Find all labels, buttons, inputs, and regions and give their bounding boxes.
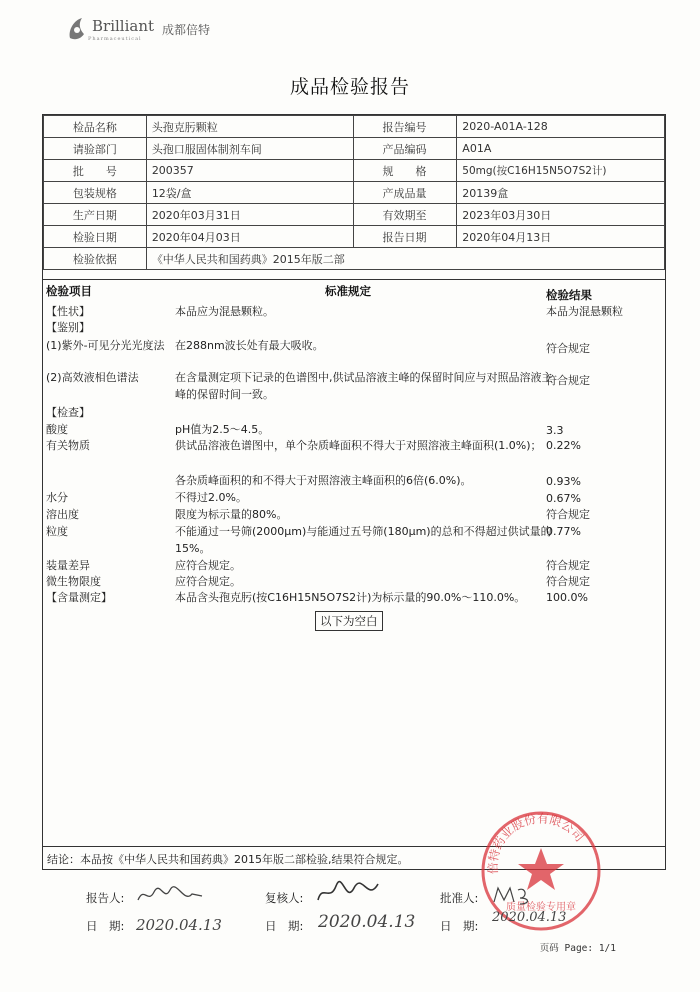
- info-value: 2020年04月13日: [457, 226, 665, 248]
- test-standard: 不得过2.0%。: [175, 491, 247, 504]
- test-standard: 本品应为混悬颗粒。: [175, 305, 274, 318]
- test-item: 粒度: [46, 525, 68, 538]
- info-row: [44, 182, 665, 204]
- reporter-date-label: 日 期:: [86, 919, 125, 933]
- info-value: 2020年03月31日: [146, 204, 354, 226]
- info-table: [43, 115, 665, 270]
- reporter-signature-icon: [136, 884, 206, 910]
- test-result: 0.77%: [546, 525, 581, 538]
- approver-date: 2020.04.13: [492, 910, 567, 925]
- column-result: 检验结果: [546, 288, 592, 302]
- approver-signature-icon: [492, 884, 542, 910]
- info-label: 批 号: [44, 160, 147, 182]
- basis-label: 检验依据: [44, 248, 147, 270]
- test-item: (1)紫外-可见分光光度法: [46, 339, 165, 352]
- test-item: 微生物限度: [46, 575, 101, 588]
- test-result: 符合规定: [546, 374, 590, 387]
- company-logo: [66, 16, 210, 42]
- svg-text:倍特药业股份有限公司: 倍特药业股份有限公司: [485, 811, 587, 875]
- info-value: 2020-A01A-128: [457, 116, 665, 138]
- info-label: 生产日期: [44, 204, 147, 226]
- test-result: 0.22%: [546, 439, 581, 452]
- info-label: 产成品量: [354, 182, 457, 204]
- reporter-date: 2020.04.13: [136, 916, 222, 934]
- test-result: 本品为混悬颗粒: [546, 305, 623, 318]
- blank-notice: 以下为空白: [315, 611, 383, 631]
- info-row: [44, 160, 665, 182]
- column-item: 检验项目: [46, 284, 92, 298]
- info-value: 头孢口服固体制剂车间: [146, 138, 354, 160]
- basis-row: [44, 248, 665, 270]
- header-divider: [43, 279, 665, 280]
- info-label: 报告日期: [354, 226, 457, 248]
- info-value: A01A: [457, 138, 665, 160]
- test-item: 水分: [46, 491, 68, 504]
- test-result: 符合规定: [546, 559, 590, 572]
- info-value: 200357: [146, 160, 354, 182]
- test-result: 0.93%: [546, 475, 581, 488]
- reviewer-label: 复核人:: [265, 891, 304, 905]
- info-row: [44, 116, 665, 138]
- info-label: 请验部门: [44, 138, 147, 160]
- test-result: 符合规定: [546, 342, 590, 355]
- info-row: [44, 226, 665, 248]
- test-standard: 各杂质峰面积的和不得大于对照溶液主峰面积的6倍(6.0%)。: [175, 474, 472, 487]
- report-title: 成品检验报告: [289, 76, 410, 98]
- logo-wordmark: Brilliant: [92, 17, 155, 35]
- test-standard: 应符合规定。: [175, 575, 241, 588]
- info-label: 检品名称: [44, 116, 147, 138]
- test-item: 【含量测定】: [46, 591, 112, 604]
- column-standard: 标准规定: [325, 284, 371, 298]
- info-value: 2020年04月03日: [146, 226, 354, 248]
- test-standard: pH值为2.5～4.5。: [175, 423, 270, 436]
- test-standard: 供试品溶液色谱图中，单个杂质峰面积不得大于对照溶液主峰面积(1.0%)；: [175, 439, 542, 452]
- test-item: (2)高效液相色谱法: [46, 371, 139, 384]
- reviewer-signature-icon: [316, 880, 386, 910]
- info-value: 12袋/盒: [146, 182, 354, 204]
- info-value: 头孢克肟颗粒: [146, 116, 354, 138]
- info-row: [44, 138, 665, 160]
- info-label: 报告编号: [354, 116, 457, 138]
- test-item: 【鉴别】: [46, 321, 90, 334]
- info-row: [44, 204, 665, 226]
- test-result: 符合规定: [546, 575, 590, 588]
- test-standard: 本品含头孢克肟(按C16H15N5O7S2计)为标示量的90.0%～110.0%。: [175, 591, 526, 604]
- test-result: 3.3: [546, 424, 564, 437]
- test-standard: 限度为标示量的80%。: [175, 508, 288, 521]
- page-number: 页码 Page: 1/1: [539, 943, 616, 954]
- test-result: 100.0%: [546, 591, 588, 604]
- logo-subtitle: Pharmaceutical: [88, 36, 142, 42]
- test-standard: 在含量测定项下记录的色谱图中,供试品溶液主峰的保留时间应与对照品溶液主峰的保留时间一致。: [175, 371, 553, 401]
- brilliant-logo-icon: [66, 16, 88, 42]
- test-item: 有关物质: [46, 439, 90, 452]
- reviewer-date: 2020.04.13: [318, 912, 416, 932]
- conclusion: 结论：本品按《中华人民共和国药典》2015年版二部检验,结果符合规定。: [47, 853, 409, 866]
- info-label: 检验日期: [44, 226, 147, 248]
- info-label: 有效期至: [354, 204, 457, 226]
- test-standard: 应符合规定。: [175, 559, 241, 572]
- company-name-cn: 成都倍特: [162, 22, 211, 37]
- test-result: 符合规定: [546, 508, 590, 521]
- info-label: 规 格: [354, 160, 457, 182]
- test-item: 【性状】: [46, 305, 90, 318]
- svg-text:质量检验专用章: 质量检验专用章: [506, 902, 576, 913]
- info-value: 2023年03月30日: [457, 204, 665, 226]
- info-label: 包装规格: [44, 182, 147, 204]
- info-value: 20139盒: [457, 182, 665, 204]
- test-item: 装量差异: [46, 559, 90, 572]
- info-label: 产品编码: [354, 138, 457, 160]
- test-item: 溶出度: [46, 508, 79, 521]
- test-result: 0.67%: [546, 492, 581, 505]
- basis-value: 《中华人民共和国药典》2015年版二部: [146, 248, 664, 270]
- test-item: 【检查】: [46, 406, 90, 419]
- test-item: 酸度: [46, 423, 68, 436]
- report-frame: [42, 114, 666, 870]
- reporter-label: 报告人:: [86, 891, 125, 905]
- approver-label: 批准人:: [440, 891, 479, 905]
- reviewer-date-label: 日 期:: [265, 919, 304, 933]
- test-standard: 不能通过一号筛(2000μm)与能通过五号筛(180μm)的总和不得超过供试量的15%。: [175, 525, 552, 555]
- approver-date-label: 日 期:: [440, 919, 479, 933]
- test-standard: 在288nm波长处有最大吸收。: [175, 339, 324, 352]
- info-value: 50mg(按C16H15N5O7S2计): [457, 160, 665, 182]
